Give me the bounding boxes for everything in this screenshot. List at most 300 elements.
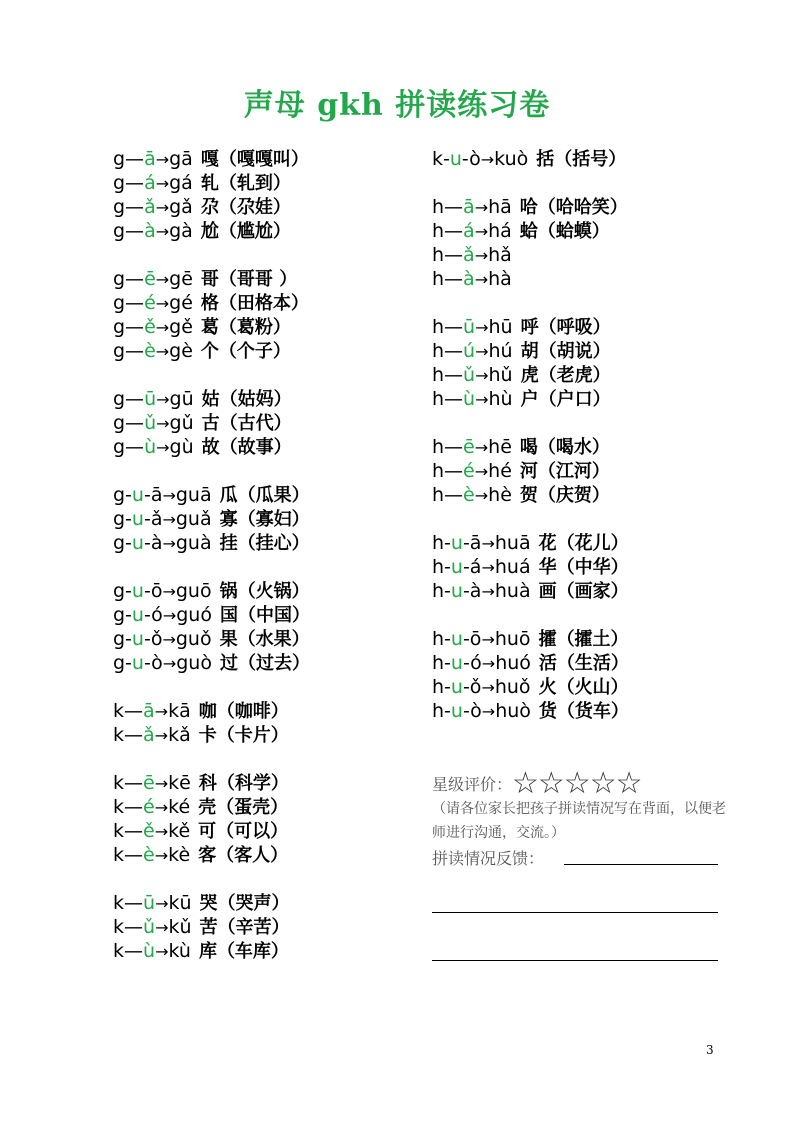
- pinyin-row: [432, 555, 629, 579]
- vowel-part: u: [131, 508, 144, 530]
- example-character: 锅: [219, 581, 238, 602]
- example-character: 尕: [200, 197, 219, 218]
- vowel-part: è: [144, 340, 156, 362]
- initial-part: g—: [113, 220, 145, 242]
- initial-part: g—: [113, 148, 145, 170]
- initial-part: g-: [113, 484, 132, 506]
- initial-part: h—: [432, 484, 464, 506]
- initial-part: g—: [113, 316, 145, 338]
- example-word: （姑妈）: [219, 389, 292, 410]
- arrow-icon: →: [474, 246, 489, 265]
- example-word: （车库）: [216, 941, 289, 962]
- arrow-icon: →: [155, 198, 170, 217]
- example-word: （中华）: [556, 557, 629, 578]
- example-word: （括号）: [554, 149, 627, 170]
- pinyin-row: [432, 339, 629, 363]
- example-character: 河: [519, 461, 538, 482]
- example-character: 攉: [538, 629, 557, 650]
- syllable-result: guō: [175, 580, 212, 602]
- syllable-result: hè: [488, 484, 512, 506]
- initial-part: k—: [113, 772, 144, 794]
- example-word: （花儿）: [556, 533, 629, 554]
- initial-part: h-: [432, 700, 451, 722]
- pinyin-row: [432, 459, 629, 483]
- example-character: 库: [198, 941, 217, 962]
- feedback-line-2[interactable]: [432, 912, 718, 913]
- vowel-part: ě: [144, 316, 156, 338]
- initial-part: h—: [432, 268, 464, 290]
- syllable-result: kě: [168, 820, 191, 842]
- example-character: 挂: [219, 533, 238, 554]
- example-character: 哭: [199, 893, 218, 914]
- arrow-icon: →: [474, 222, 489, 241]
- example-character: 哈: [519, 197, 538, 218]
- arrow-icon: →: [154, 702, 169, 721]
- example-word: （水果）: [237, 629, 310, 650]
- initial-part: k—: [113, 916, 144, 938]
- arrow-icon: →: [481, 678, 495, 697]
- initial-part: h-: [432, 628, 451, 650]
- right-column: [432, 147, 629, 723]
- pinyin-row: [432, 195, 629, 219]
- example-character: 活: [538, 653, 557, 674]
- example-character: 寡: [219, 509, 238, 530]
- row-spacer: [113, 675, 310, 699]
- example-word: （瓜果）: [237, 485, 310, 506]
- vowel-part: ǔ: [463, 364, 476, 386]
- example-word: （货车）: [556, 701, 629, 722]
- page-number: 3: [706, 1043, 714, 1057]
- final-part: -ó: [143, 604, 163, 626]
- row-spacer: [432, 411, 629, 435]
- syllable-result: hē: [488, 436, 512, 458]
- initial-part: k—: [113, 940, 144, 962]
- vowel-part: ā: [143, 700, 155, 722]
- initial-part: g-: [113, 580, 132, 602]
- syllable-result: huō: [494, 628, 531, 650]
- initial-part: k—: [113, 724, 144, 746]
- vowel-part: ù: [463, 388, 476, 410]
- initial-part: k—: [113, 820, 144, 842]
- vowel-part: ù: [143, 940, 156, 962]
- arrow-icon: →: [475, 342, 489, 361]
- arrow-icon: →: [474, 438, 489, 457]
- pinyin-row: [113, 627, 310, 651]
- initial-part: g-: [113, 508, 132, 530]
- example-word: （卡片）: [216, 725, 289, 746]
- example-word: （中国）: [237, 605, 310, 626]
- feedback-line-3[interactable]: [432, 960, 718, 961]
- initial-part: h—: [432, 220, 464, 242]
- pinyin-row: [113, 531, 310, 555]
- pinyin-row: [432, 363, 629, 387]
- example-word: （户口）: [538, 389, 611, 410]
- syllable-result: huó: [495, 652, 531, 674]
- initial-part: h—: [432, 244, 464, 266]
- arrow-icon: →: [481, 582, 495, 601]
- arrow-icon: →: [162, 630, 176, 649]
- vowel-part: u: [450, 532, 463, 554]
- vowel-part: u: [450, 580, 463, 602]
- example-character: 喝: [519, 437, 538, 458]
- syllable-result: hū: [488, 316, 513, 338]
- example-character: 果: [219, 629, 238, 650]
- vowel-part: ā: [144, 148, 156, 170]
- syllable-result: hā: [488, 196, 512, 218]
- vowel-part: è: [143, 844, 155, 866]
- syllable-result: guò: [176, 652, 212, 674]
- vowel-part: u: [450, 676, 463, 698]
- vowel-part: u: [131, 532, 144, 554]
- vowel-part: ū: [143, 892, 156, 914]
- arrow-icon: →: [154, 774, 169, 793]
- arrow-icon: →: [481, 630, 495, 649]
- arrow-icon: →: [155, 342, 170, 361]
- final-part: -ā: [462, 532, 482, 554]
- syllable-result: huá: [494, 556, 531, 578]
- example-character: 过: [219, 653, 238, 674]
- example-character: 贺: [519, 485, 538, 506]
- example-word: （尴尬）: [218, 221, 291, 242]
- vowel-part: u: [450, 652, 463, 674]
- syllable-result: kū: [168, 892, 192, 914]
- pinyin-row: [113, 891, 310, 915]
- vowel-part: á: [144, 172, 156, 194]
- pinyin-row: [113, 603, 310, 627]
- example-word: （田格本）: [218, 293, 309, 314]
- arrow-icon: →: [481, 654, 496, 673]
- arrow-icon: →: [155, 894, 169, 913]
- syllable-result: kā: [168, 700, 191, 722]
- example-character: 可: [198, 821, 217, 842]
- example-character: 苦: [199, 917, 218, 938]
- arrow-icon: →: [475, 366, 489, 385]
- pinyin-row: [113, 819, 310, 843]
- star-rating: [432, 766, 642, 801]
- pinyin-row: [113, 267, 310, 291]
- example-word: （火锅）: [237, 581, 310, 602]
- vowel-part: u: [450, 628, 463, 650]
- vowel-part: á: [463, 220, 475, 242]
- pinyin-row: [432, 699, 629, 723]
- example-word: （胡说）: [538, 341, 611, 362]
- arrow-icon: →: [156, 390, 170, 409]
- vowel-part: é: [144, 292, 156, 314]
- feedback-line-1[interactable]: [564, 864, 718, 865]
- pinyin-row: [113, 723, 310, 747]
- example-character: 国: [219, 605, 238, 626]
- arrow-icon: →: [156, 438, 170, 457]
- row-spacer: [113, 555, 310, 579]
- left-column: [113, 147, 310, 963]
- pinyin-row: [113, 795, 310, 819]
- syllable-result: há: [488, 220, 512, 242]
- initial-part: k—: [113, 844, 144, 866]
- arrow-icon: →: [162, 510, 176, 529]
- example-word: （哥哥 ）: [218, 269, 298, 290]
- example-character: 花: [538, 533, 557, 554]
- example-character: 壳: [198, 797, 217, 818]
- syllable-result: kù: [168, 940, 191, 962]
- example-character: 蛤: [519, 221, 538, 242]
- initial-part: g—: [113, 340, 145, 362]
- example-word: （过去）: [237, 653, 310, 674]
- example-character: 咖: [198, 701, 217, 722]
- arrow-icon: →: [162, 486, 176, 505]
- final-part: -ò: [461, 148, 481, 170]
- initial-part: h—: [432, 460, 464, 482]
- syllable-result: huà: [494, 580, 531, 602]
- arrow-icon: →: [154, 822, 169, 841]
- example-word: （画家）: [556, 581, 629, 602]
- syllable-result: huò: [495, 700, 531, 722]
- vowel-part: è: [463, 484, 475, 506]
- initial-part: g—: [113, 172, 145, 194]
- vowel-part: ù: [144, 436, 157, 458]
- initial-part: g-: [113, 532, 132, 554]
- example-word: （故事）: [219, 437, 292, 458]
- pinyin-row: [113, 387, 310, 411]
- arrow-icon: →: [162, 582, 176, 601]
- syllable-result: gǔ: [169, 412, 194, 434]
- example-character: 呼: [520, 317, 539, 338]
- pinyin-row: [113, 147, 310, 171]
- example-character: 括: [536, 149, 555, 170]
- final-part: -ō: [143, 580, 163, 602]
- pinyin-row: [113, 291, 310, 315]
- example-word: （个子）: [218, 341, 291, 362]
- example-word: （咖啡）: [216, 701, 289, 722]
- syllable-result: hù: [488, 388, 513, 410]
- vowel-part: ē: [144, 268, 156, 290]
- pinyin-row: [113, 339, 310, 363]
- syllable-result: gē: [169, 268, 193, 290]
- syllable-result: huā: [494, 532, 531, 554]
- pinyin-row: [113, 219, 310, 243]
- pinyin-row: [432, 243, 629, 267]
- arrow-icon: →: [481, 558, 495, 577]
- example-character: 画: [538, 581, 557, 602]
- initial-part: k—: [113, 892, 144, 914]
- star-icons[interactable]: ☆☆☆☆☆: [512, 766, 642, 801]
- example-word: （尕娃）: [218, 197, 291, 218]
- vowel-part: ū: [144, 388, 157, 410]
- pinyin-row: [113, 915, 310, 939]
- pinyin-row: [113, 939, 310, 963]
- pinyin-row: [432, 147, 629, 171]
- example-character: 虎: [520, 365, 539, 386]
- example-word: （辛苦）: [217, 917, 290, 938]
- example-character: 个: [200, 341, 219, 362]
- final-part: -á: [462, 556, 482, 578]
- initial-part: g—: [113, 196, 145, 218]
- vowel-part: u: [131, 484, 144, 506]
- pinyin-row: [113, 651, 310, 675]
- vowel-part: ǎ: [143, 724, 155, 746]
- example-word: （可以）: [216, 821, 289, 842]
- example-word: （呼吸）: [538, 317, 611, 338]
- syllable-result: gǎ: [169, 196, 193, 218]
- pinyin-row: [113, 699, 310, 723]
- arrow-icon: →: [154, 798, 169, 817]
- vowel-part: u: [131, 652, 144, 674]
- example-word: （哈哈笑）: [537, 197, 628, 218]
- arrow-icon: →: [474, 462, 489, 481]
- vowel-part: u: [449, 148, 462, 170]
- example-character: 古: [201, 413, 220, 434]
- example-character: 尬: [200, 221, 219, 242]
- row-spacer: [432, 603, 629, 627]
- initial-part: g—: [113, 292, 145, 314]
- example-word: （葛粉）: [218, 317, 291, 338]
- arrow-icon: →: [154, 846, 169, 865]
- example-character: 姑: [201, 389, 220, 410]
- vowel-part: ǔ: [144, 412, 157, 434]
- example-character: 哥: [200, 269, 219, 290]
- syllable-result: gù: [169, 436, 194, 458]
- syllable-result: guā: [175, 484, 212, 506]
- vowel-part: é: [143, 796, 155, 818]
- syllable-result: huǒ: [494, 676, 531, 698]
- example-character: 客: [198, 845, 217, 866]
- pinyin-row: [432, 627, 629, 651]
- pinyin-row: [432, 579, 629, 603]
- pinyin-row: [432, 387, 629, 411]
- initial-part: h-: [432, 676, 451, 698]
- syllable-result: hà: [488, 268, 512, 290]
- arrow-icon: →: [156, 414, 170, 433]
- initial-part: h—: [432, 364, 464, 386]
- syllable-result: guó: [176, 604, 212, 626]
- syllable-result: gé: [169, 292, 193, 314]
- example-word: （寡妇）: [237, 509, 310, 530]
- initial-part: k-: [432, 148, 450, 170]
- initial-part: h-: [432, 556, 451, 578]
- syllable-result: kè: [168, 844, 191, 866]
- pinyin-row: [432, 267, 629, 291]
- arrow-icon: →: [474, 198, 489, 217]
- final-part: -ǒ: [462, 676, 482, 698]
- pinyin-row: [432, 435, 629, 459]
- vowel-part: é: [463, 460, 475, 482]
- vowel-part: u: [131, 604, 144, 626]
- initial-part: h—: [432, 196, 464, 218]
- arrow-icon: →: [475, 318, 489, 337]
- vowel-part: ě: [143, 820, 155, 842]
- pinyin-row: [432, 219, 629, 243]
- pinyin-row: [113, 171, 310, 195]
- arrow-icon: →: [155, 222, 170, 241]
- syllable-result: gá: [169, 172, 193, 194]
- arrow-icon: →: [155, 918, 169, 937]
- initial-part: h—: [432, 388, 464, 410]
- example-character: 火: [538, 677, 557, 698]
- syllable-result: hú: [488, 340, 513, 362]
- syllable-result: gě: [169, 316, 193, 338]
- example-character: 胡: [520, 341, 539, 362]
- vowel-part: ú: [463, 340, 476, 362]
- arrow-icon: →: [481, 534, 495, 553]
- vowel-part: à: [144, 220, 156, 242]
- final-part: -à: [143, 532, 163, 554]
- example-word: （哭声）: [217, 893, 290, 914]
- example-word: （轧到）: [218, 173, 291, 194]
- vowel-part: u: [450, 700, 463, 722]
- arrow-icon: →: [155, 942, 169, 961]
- final-part: -ǒ: [143, 628, 163, 650]
- initial-part: g-: [113, 652, 132, 674]
- vowel-part: ū: [463, 316, 476, 338]
- vowel-part: ā: [463, 196, 475, 218]
- parent-note: （请各位家长把孩子拼读情况写在背面，以便老师进行沟通，交流。）: [432, 801, 726, 841]
- initial-part: k—: [113, 700, 144, 722]
- syllable-result: kǎ: [168, 724, 191, 746]
- pinyin-row: [113, 411, 310, 435]
- arrow-icon: →: [155, 318, 170, 337]
- syllable-result: guǎ: [175, 508, 212, 530]
- syllable-result: hé: [488, 460, 512, 482]
- final-part: -à: [462, 580, 482, 602]
- arrow-icon: →: [155, 174, 170, 193]
- initial-part: h—: [432, 340, 464, 362]
- vowel-part: ē: [463, 436, 475, 458]
- example-word: （古代）: [219, 413, 292, 434]
- example-character: 嘎: [200, 149, 219, 170]
- example-word: （老虎）: [538, 365, 611, 386]
- syllable-result: gū: [169, 388, 194, 410]
- syllable-result: gā: [169, 148, 193, 170]
- pinyin-row: [113, 195, 310, 219]
- vowel-part: à: [463, 268, 475, 290]
- initial-part: g—: [113, 388, 145, 410]
- syllable-result: hǎ: [488, 244, 512, 266]
- initial-part: g—: [113, 268, 145, 290]
- pinyin-row: [113, 843, 310, 867]
- arrow-icon: →: [155, 150, 170, 169]
- pinyin-row: [113, 435, 310, 459]
- arrow-icon: →: [162, 606, 177, 625]
- initial-part: h—: [432, 316, 464, 338]
- initial-part: h-: [432, 532, 451, 554]
- final-part: -ó: [462, 652, 482, 674]
- initial-part: h—: [432, 436, 464, 458]
- arrow-icon: →: [474, 486, 489, 505]
- arrow-icon: →: [155, 270, 170, 289]
- initial-part: g—: [113, 436, 145, 458]
- example-character: 瓜: [219, 485, 238, 506]
- row-spacer: [432, 507, 629, 531]
- final-part: -ō: [462, 628, 482, 650]
- example-character: 科: [198, 773, 217, 794]
- syllable-result: gè: [169, 340, 193, 362]
- final-part: -ò: [462, 700, 482, 722]
- example-word: （喝水）: [537, 437, 610, 458]
- arrow-icon: →: [474, 270, 489, 289]
- arrow-icon: →: [155, 294, 170, 313]
- pinyin-row: [113, 771, 310, 795]
- feedback-label: 拼读情况反馈：: [432, 849, 545, 868]
- example-word: （生活）: [556, 653, 629, 674]
- example-character: 轧: [200, 173, 219, 194]
- pinyin-row: [432, 675, 629, 699]
- pinyin-row: [432, 315, 629, 339]
- example-word: （嘎嘎叫）: [218, 149, 309, 170]
- initial-part: h-: [432, 580, 451, 602]
- row-spacer: [432, 171, 629, 195]
- example-character: 格: [200, 293, 219, 314]
- arrow-icon: →: [162, 654, 177, 673]
- final-part: -ā: [143, 484, 163, 506]
